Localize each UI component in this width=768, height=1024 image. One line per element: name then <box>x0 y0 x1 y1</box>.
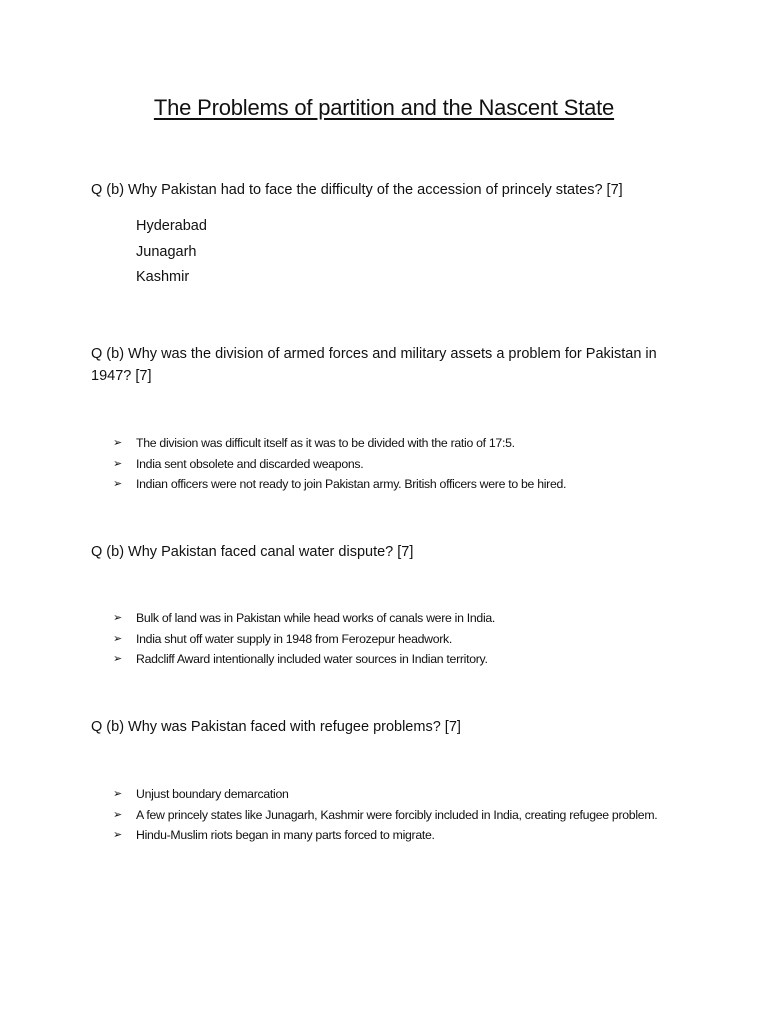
arrow-bullet-icon: ➢ <box>113 829 123 841</box>
list-item <box>113 455 673 474</box>
list-item: Hyderabad <box>136 218 207 234</box>
arrow-bullet-icon: ➢ <box>113 612 123 624</box>
princely-states-list <box>136 214 207 291</box>
page-title: The Problems of partition and the Nascent State <box>153 95 615 120</box>
refugee-bullets <box>113 785 673 847</box>
bullet-text: Unjust boundary demarcation <box>136 787 289 801</box>
canal-water-bullets <box>113 609 673 671</box>
bullet-text: Hindu-Muslim riots began in many parts forced to migrate. <box>136 828 435 842</box>
bullet-text: Radcliff Award intentionally included water sources in Indian territory. <box>136 652 488 666</box>
bullet-text: India sent obsolete and discarded weapons. <box>136 456 364 471</box>
bullet-text: The division was difficult itself as it was to be divided with the ratio of 17:5. <box>136 436 515 450</box>
list-item: Junagarh <box>136 243 197 260</box>
question-refugee-problems: Q (b) Why was Pakistan faced with refugee problems? [7] <box>91 719 461 735</box>
arrow-bullet-icon: ➢ <box>113 457 123 470</box>
list-item <box>113 475 673 494</box>
arrow-bullet-icon: ➢ <box>113 653 123 665</box>
list-item: Kashmir <box>136 269 190 285</box>
bullet-text: Bulk of land was in Pakistan while head works of canals were in India. <box>136 611 496 625</box>
list-item <box>113 826 673 845</box>
armed-forces-bullets <box>113 434 673 496</box>
arrow-bullet-icon: ➢ <box>113 788 123 800</box>
question-princely-states: Q (b) Why Pakistan had to face the difficulty of the accession of princely states? [7] <box>91 182 623 198</box>
list-item <box>113 434 673 453</box>
arrow-bullet-icon: ➢ <box>113 437 123 449</box>
bullet-text: India shut off water supply in 1948 from Ferozepur headwork. <box>136 631 453 646</box>
arrow-bullet-icon: ➢ <box>113 632 123 645</box>
list-item <box>113 785 673 804</box>
bullet-text: Indian officers were not ready to join Pakistan army. British officers were to be hired. <box>136 477 567 491</box>
list-item <box>113 630 673 649</box>
question-armed-forces: Q (b) Why was the division of armed forces and military assets a problem for Pakistan in 1947? [7] <box>91 346 657 384</box>
list-item <box>113 806 673 825</box>
arrow-bullet-icon: ➢ <box>113 478 123 490</box>
bullet-text: A few princely states like Junagarh, Kashmir were forcibly included in India, creating refugee problem. <box>136 807 658 822</box>
list-item <box>113 609 673 628</box>
arrow-bullet-icon: ➢ <box>113 808 123 821</box>
question-canal-water: Q (b) Why Pakistan faced canal water dispute? [7] <box>91 544 414 560</box>
list-item <box>113 650 673 669</box>
